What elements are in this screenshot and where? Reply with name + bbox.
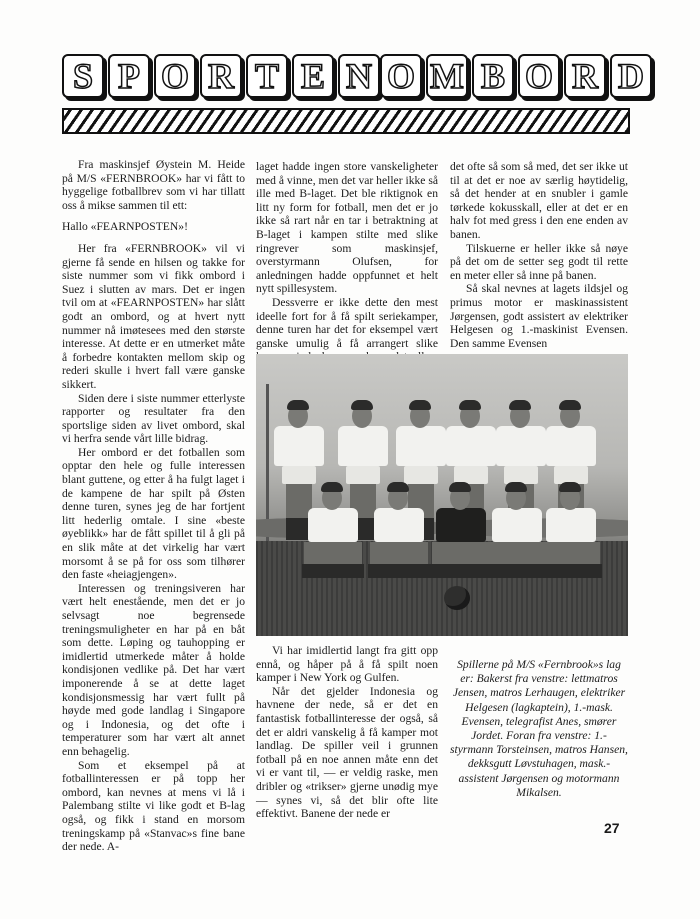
title-letter: B [472, 54, 514, 98]
paragraph: Når det gjelder Indonesia og havnene der nede, så er det en fantastisk fotballinteresse der også, så det er aldri vanskelig å få kamper mot landlag. De spiller veil i grunnen fotball på en noe annen måte enn det vi er vant til, — er veldig raske, men dribler og «trikser» gjerne unødig mye — synes vi, så det blir ofte lite effektivt. Banene der nede er [256, 684, 438, 821]
football [444, 586, 470, 610]
article-column-2-continued [256, 644, 438, 821]
photo-caption: Spillerne på M/S «Fernbrook»s lag er: Bakerst fra venstre: lettmatros Jensen, matros Lerhaugen, elektriker Helgesen (lagkaptein), 1.-mask. Evensen, telegrafist Anes, smører Jordet. Foran fra venstre: 1.-styrmann Torsteinsen, matros Hansen, dekksgutt Løvstuhagen, mask.-assistent Jørgensen og motormann Mikalsen. [450, 658, 628, 799]
paragraph: Hallo «FEARNPOSTEN»! [62, 220, 188, 234]
title-word-ombord [380, 54, 652, 98]
team-photo [256, 354, 628, 636]
article-column-1 [62, 158, 245, 854]
paragraph: Dessverre er ikke dette den mest ideelle fort for å få spilt seriekamper, denne turen har det for eksempel vært ganske umulig å få arrangert slike [256, 295, 438, 350]
paragraph: Som et eksempel på at fotballinteressen er på topp her ombord, kan nevnes at mens vi lå i Palembang stilte vi like godt et B-lag også, og fikk i stand en morsom treningskamp på «Stanvac»s fine bane der nede. A- [62, 758, 245, 854]
title-letter: P [108, 54, 150, 98]
title-letter: N [338, 54, 380, 98]
paragraph: laget hadde ingen store vanskeligheter med å vinne, men det var heller ikke så ille med B-laget. Det ble riktignok en litt ny form for fotball, men det er jo ikke så rart når en tar i betraktning at B-laget i kampen stilte med slike ringrever som maskinsjef, overstyrmann Olufsen, for anledningen hadde oppfunnet et helt nytt spillesystem. [256, 160, 438, 296]
title-letter: O [518, 54, 560, 98]
page-number: 27 [604, 820, 620, 836]
title-letter: E [292, 54, 334, 98]
title-letter: O [380, 54, 422, 98]
title-word-sporten [62, 54, 380, 98]
page-title [62, 52, 644, 100]
paragraph: Her ombord er det fotballen som opptar den hele og fulle interessen blant guttene, og etter å ha fulgt laget i de kampene de har spilt på Østen denne turen, synes jeg de har fortjent litt hederlig omtale. I sine «beste øyeblikk» har de fått spillet til å gli på en slik måte at det virkelig har vært morsomt å se på for oss som tilhører den faste «heiagjengen». [62, 445, 245, 582]
paragraph: Fra maskinsjef Øystein M. Heide på M/S «FERNBROOK» har vi fått to hyggelige fotballbrev som vi har tillatt oss å mikse sammen til ett: [62, 158, 245, 212]
paragraph: det ofte så som så med, det ser ikke ut til at det er noe av særlig høytidelig, så det hender at en snubler i gamle tørkede kokusskall, eller at det er en halv fot med gress i den ene enden av banen. [450, 160, 628, 241]
title-letter: D [610, 54, 652, 98]
paragraph: Her fra «FERNBROOK» vil vi gjerne få sende en hilsen og takke for siste nummer som vi fikk ombord i Suez i slutten av mars. Det er ingen tvil om at «FEARNPOSTEN» har slått godt an ombord, og at hvert nytt nummer nå imøtesees med den største interesse. At dette er en utmerket måte å forbedre kontakten mellom skip og rederi skulle i hvert fall være ganske sikkert. [62, 241, 245, 391]
paragraph: Tilskuerne er heller ikke så nøye på det om de setter seg godt til rette en meter eller så inne på banen. [450, 241, 628, 282]
title-letter: S [62, 54, 104, 98]
title-letter: O [154, 54, 196, 98]
paragraph: Interessen og treningsiveren har vært helt enestående, men det er jo selvsagt noe begrensede treningsmuligheter en har på en båt som dette. Løping og tauhopping er imidlertid utmerkede måter å holde kondisjonen vedlike på. Det har vært imponerende å se at dette laget kondisjonsmessig har vært fullt på høyde med gode landlag i Singapore og i Indonesia, og det ofte i temperaturer som har vært alt annet enn behagelig. [62, 581, 245, 758]
paragraph: Siden dere i siste nummer etterlyste rapporter og resultater fra den sportslige siden av livet ombord, skal vi herfra sende vårt lille bidrag. [62, 391, 245, 446]
rope-divider [62, 108, 630, 134]
title-letter: R [564, 54, 606, 98]
title-letter: R [200, 54, 242, 98]
title-letter: M [426, 54, 468, 98]
title-letter: T [246, 54, 288, 98]
paragraph: Vi har imidlertid langt fra gitt opp ennå, og håper på å få spilt noen kamper i New York og Gulfen. [256, 644, 438, 685]
paragraph: Så skal nevnes at lagets ildsjel og primus motor er maskinassistent Jørgensen, godt assistert av elektriker Helgesen og 1.-maskinist Evensen. Den samme Evensen [450, 282, 628, 350]
article-column-3 [450, 160, 628, 350]
